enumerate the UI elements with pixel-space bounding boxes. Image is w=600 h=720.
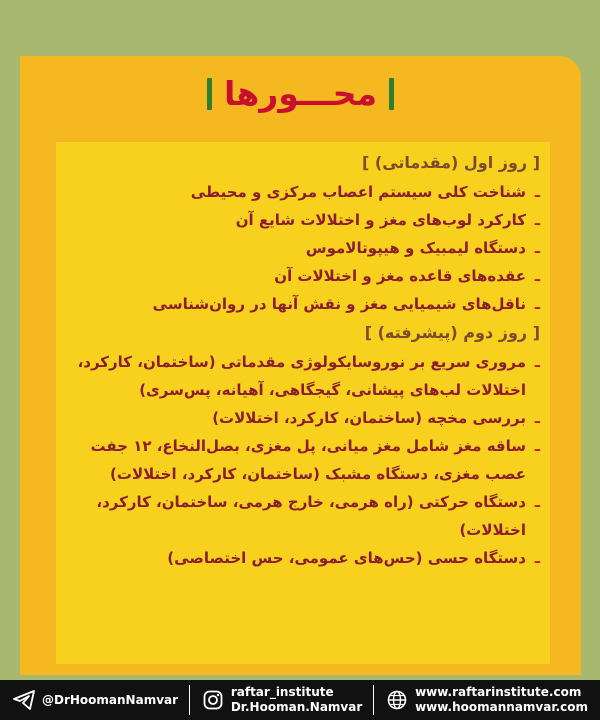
list-item: ـ کارکرد لوب‌های مغز و اختلالات شایع آن <box>235 211 540 229</box>
list-item: ـ دستگاه حرکتی (راه هرمی، خارج هرمی، ساختمان، کارکرد، اختلالات) <box>96 493 540 539</box>
topics-panel <box>56 142 550 664</box>
website-link[interactable] <box>385 685 588 715</box>
instagram-handle-2: Dr.Hooman.Namvar <box>230 700 363 714</box>
list-item: ـ دستگاه لیمبیک و هیپوتالاموس <box>305 239 540 257</box>
telegram-handle: @DrHoomanNamvar <box>42 692 179 707</box>
title-pipe-right <box>389 78 394 110</box>
instagram-link[interactable] <box>201 685 362 715</box>
website-url-1: www.raftarinstitute.com <box>415 685 582 699</box>
topics-card <box>20 56 581 675</box>
divider <box>189 685 190 715</box>
day1-heading: [ روز اول (مقدماتی) ] <box>362 153 540 172</box>
title-pipe-left <box>207 78 212 110</box>
instagram-icon <box>201 688 225 712</box>
divider <box>373 685 374 715</box>
list-item: ـ ساقه مغز شامل مغز میانی، پل مغزی، بصل‌النخاع، ۱۲ جفت عصب مغزی، دستگاه مشبک (ساختمان، کارکرد، اختلالات) <box>90 437 540 483</box>
instagram-handle-1: raftar_institute <box>230 685 334 699</box>
telegram-link[interactable] <box>12 688 178 712</box>
telegram-icon <box>12 688 36 712</box>
list-item: ـ بررسی مخچه (ساختمان، کارکرد، اختلالات) <box>212 409 540 427</box>
page-title: محـــورها <box>224 74 378 113</box>
list-item: ـ شناخت کلی سیستم اعصاب مرکزی و محیطی <box>190 183 540 201</box>
list-item: ـ ناقل‌های شیمیایی مغز و نقش آنها در روان‌شناسی <box>152 295 540 313</box>
website-url-2: www.hoomannamvar.com <box>415 700 588 714</box>
list-item: ـ دستگاه حسی (حس‌های عمومی، حس اختصاصی) <box>167 549 540 567</box>
footer-bar <box>0 680 600 720</box>
list-item: ـ عقده‌های قاعده مغز و اختلالات آن <box>274 267 540 285</box>
globe-icon <box>385 688 409 712</box>
day2-heading: [ روز دوم (پیشرفته) ] <box>364 323 540 342</box>
list-item: ـ مروری سریع بر نوروسایکولوژی مقدماتی (ساختمان، کارکرد، اختلالات لب‌های پیشانی، گیجگاهی، آهیانه، پس‌سری) <box>77 353 540 399</box>
title-bar <box>20 74 581 114</box>
